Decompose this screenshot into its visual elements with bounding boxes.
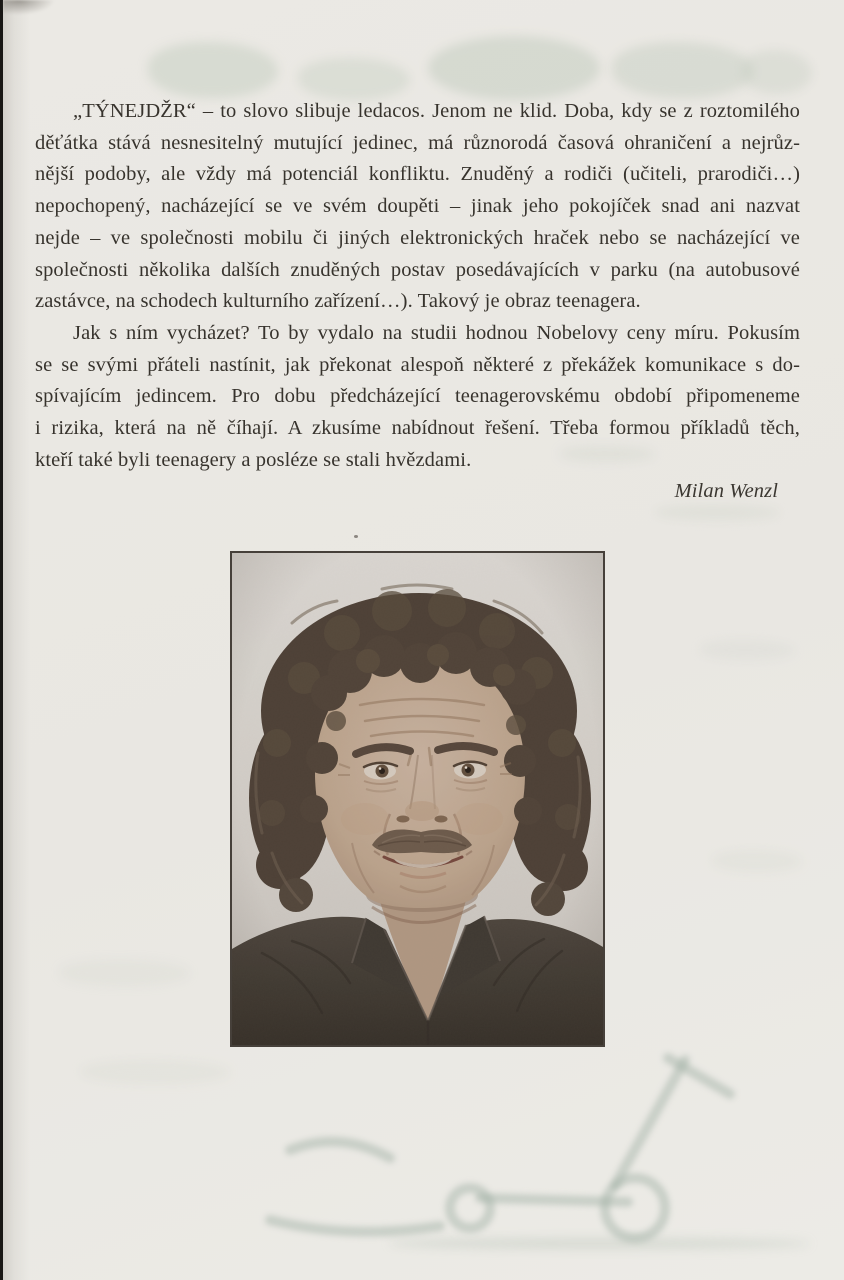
ghost-scooter-drawing bbox=[230, 1030, 790, 1260]
paragraph1-line: „TÝNEJDŽR“ – to slovo slibuje ledacos. Jenom ne klid. Doba, kdy se z roztomilého bbox=[73, 100, 800, 122]
paragraph1-line: nepochopený, nacházející se ve svém doupěti – jinak jeho pokojíček snad ani nazvat bbox=[35, 195, 800, 218]
paragraph2-line: i rizika, která na ně číhají. A zkusíme nabídnout řešení. Třeba formou příkladů těch, bbox=[35, 417, 800, 440]
scan-corner-smudge bbox=[3, 0, 55, 15]
paragraph1-line: nější podoby, ale vždy má potenciál konfliktu. Znuděný a rodiči (učiteli, prarodiči…) bbox=[35, 163, 800, 186]
paragraph2-line: spívajícím jedincem. Pro dobu předcházející teenagerovskému období připomeneme bbox=[35, 385, 800, 408]
scan-speck bbox=[354, 535, 358, 538]
paragraph2-line: se se svými přáteli nastínit, jak překonat alespoň některé z překážek komunikace s do- bbox=[35, 353, 800, 376]
paragraph1-line: děťátka stává nesnesitelný mutující jedinec, má různorodá časová ohraničení a nejrůz- bbox=[35, 131, 800, 154]
author-portrait-photo bbox=[230, 551, 605, 1047]
scan-edge-strip bbox=[0, 0, 3, 1280]
portrait-illustration bbox=[232, 553, 603, 1045]
paragraph1-line: společnosti několika dalších znuděných postav posedávajících v parku (na autobusové bbox=[35, 258, 800, 281]
paragraph1-line: nejde – ve společnosti mobilu či jiných elektronických hraček nebo se nacházející ve bbox=[35, 226, 800, 249]
author-signature: Milan Wenzl bbox=[674, 480, 778, 503]
foreword-text bbox=[35, 96, 800, 508]
paragraph2-line: kteří také byli teenagery a posléze se stali hvězdami. bbox=[35, 448, 472, 471]
paragraph1-line: zastávce, na schodech kulturního zařízení…). Takový je obraz teenagera. bbox=[35, 290, 641, 313]
paragraph2-line: Jak s ním vycházet? To by vydalo na studii hodnou Nobelovy ceny míru. Pokusím bbox=[73, 321, 800, 344]
